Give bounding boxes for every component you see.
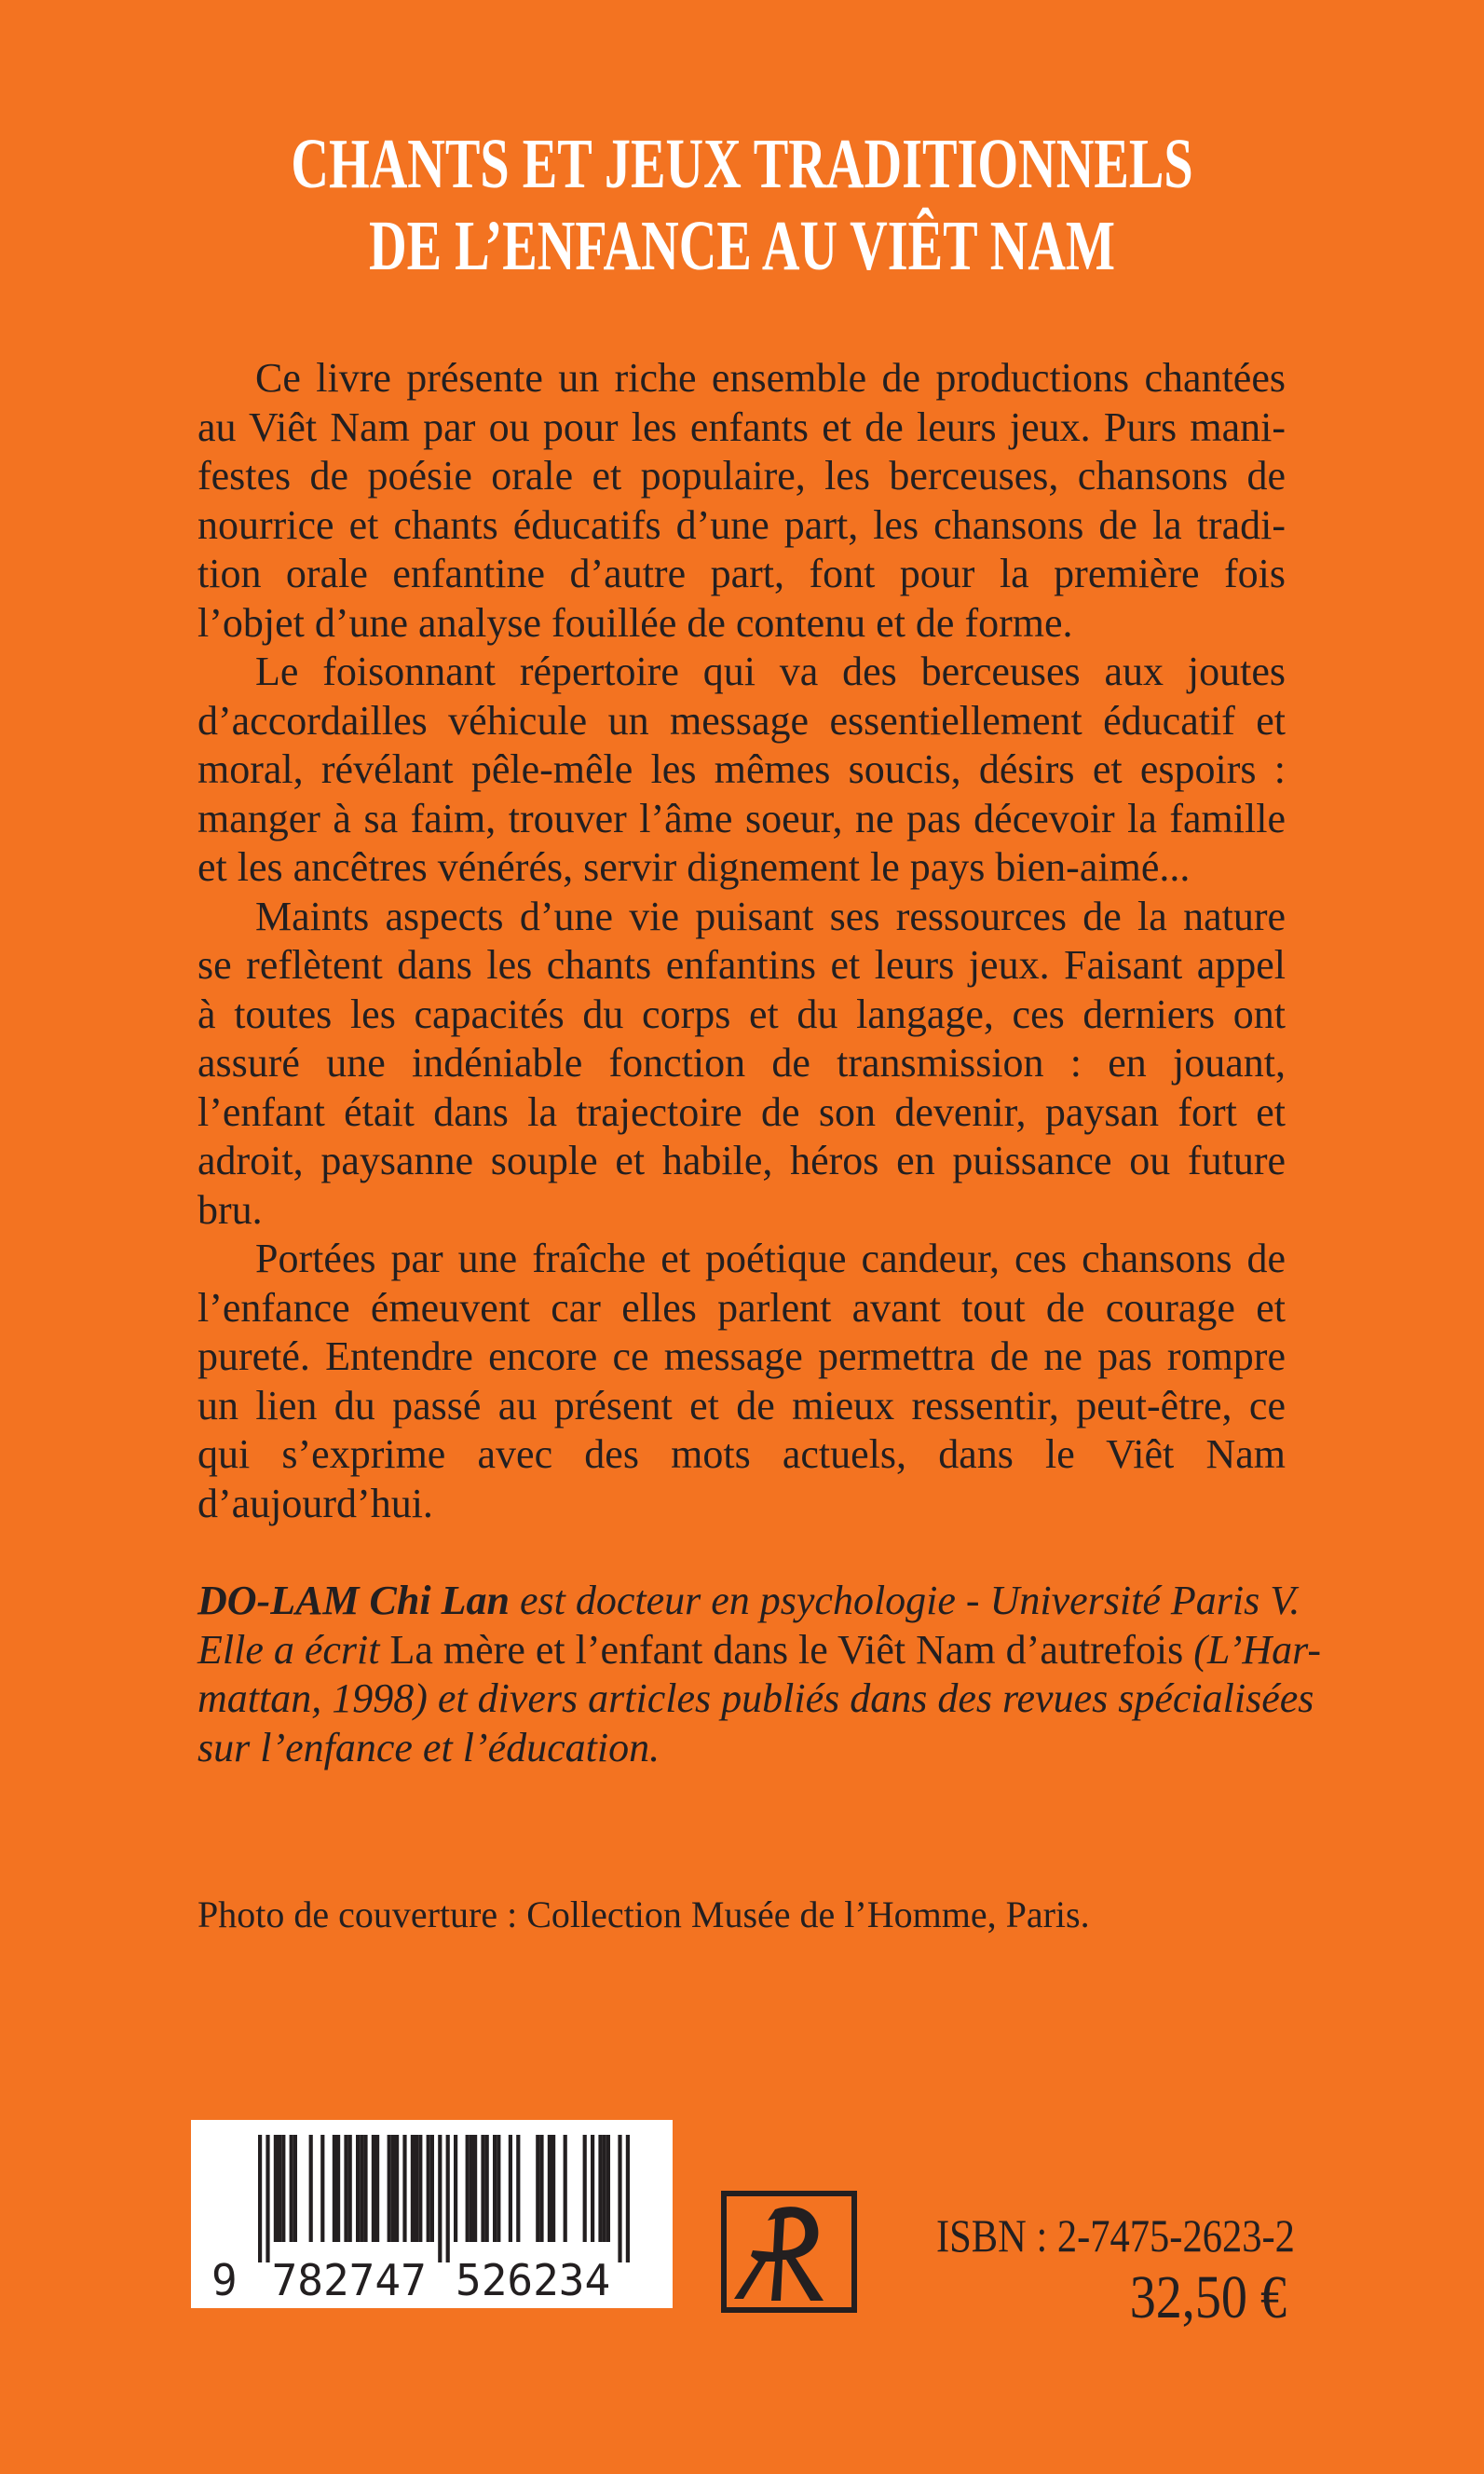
- paragraph-line: Ce livre présente un riche ensemble de productions chantées: [255, 355, 1286, 401]
- paragraph-line: l’enfant était dans la trajectoire de son devenir, paysan fort et: [197, 1088, 1286, 1135]
- paragraph-line: à toutes les capacités du corps et du langage, ces derniers ont: [197, 991, 1286, 1037]
- barcode-digits: 9: [211, 2255, 238, 2305]
- paragraph-line: moral, révélant pêle-mêle les mêmes soucis, désirs et espoirs :: [197, 746, 1286, 792]
- paragraph-line: adroit, paysanne souple et habile, héros en puissance ou future: [197, 1138, 1286, 1183]
- paragraph-line: assuré une indéniable fonction de transmission : en jouant,: [197, 1040, 1286, 1086]
- author-bio-text: mattan, 1998) et divers articles publiés dans des revues spécialisées: [197, 1675, 1314, 1721]
- barcode-bar: [564, 2135, 567, 2242]
- isbn: ISBN : 2-7475-2623-2: [936, 2209, 1295, 2262]
- paragraph-line: l’objet d’une analyse fouillée de contenu et de forme.: [197, 599, 1073, 646]
- paragraph-line: d’accordailles véhicule un message essentiellement éducatif et: [197, 697, 1286, 744]
- barcode-bar: [516, 2135, 520, 2242]
- barcode-bar: [395, 2135, 399, 2242]
- barcode-bar: [290, 2135, 293, 2242]
- paragraph-line: nourrice et chants éducatifs d’une part, les chansons de la tradi-: [197, 501, 1286, 548]
- barcode-bars: [191, 2120, 673, 2308]
- barcode-digits: 782747: [271, 2255, 427, 2305]
- barcode-bar: [411, 2135, 415, 2242]
- paragraph-line: Le foisonnant répertoire qui va des berceuses aux joutes: [255, 649, 1286, 694]
- barcode-bar: [626, 2135, 630, 2262]
- barcode-bar: [356, 2135, 360, 2242]
- barcode-bar: [402, 2135, 406, 2242]
- paragraph-line: et les ancêtres vénérés, servir dignement le pays bien-aimé...: [197, 844, 1191, 890]
- barcode-bar: [470, 2135, 473, 2242]
- paragraph-line: manger à sa faim, trouver l’âme soeur, ne pas décevoir la famille: [197, 795, 1286, 841]
- paragraph-line: un lien du passé au présent et de mieux ressentir, peut-être, ce: [197, 1382, 1286, 1428]
- barcode-bar: [485, 2135, 489, 2242]
- barcode-bar: [473, 2135, 477, 2242]
- author-bio-text: sur l’enfance et l’éducation.: [197, 1724, 660, 1770]
- barcode-bar: [309, 2135, 313, 2242]
- paragraph-line: tion orale enfantine d’autre part, font pour la première fois: [197, 551, 1286, 596]
- barcode-bar: [481, 2135, 484, 2242]
- title-line-1: CHANTS ET JEUX TRADITIONNELS: [291, 125, 1193, 203]
- barcode-bar: [603, 2135, 606, 2242]
- barcode-bar: [348, 2135, 352, 2242]
- barcode-bar: [591, 2135, 594, 2242]
- author-bio-text: Elle a écrit: [197, 1626, 390, 1673]
- barcode-bar: [281, 2135, 285, 2242]
- barcode-bar: [418, 2135, 422, 2242]
- barcode-bar: [598, 2135, 602, 2242]
- blurb: [197, 354, 1286, 1528]
- photo-credit: Photo de couverture : Collection Musée de l’Homme, Paris.: [197, 1893, 1090, 1935]
- paragraph-line: Portées par une fraîche et poétique candeur, ces chansons de: [255, 1236, 1286, 1281]
- barcode-bar: [509, 2135, 512, 2242]
- book-title: [0, 123, 1484, 287]
- paragraph-line: d’aujourd’hui.: [197, 1480, 433, 1526]
- barcode-bar: [336, 2135, 340, 2242]
- barcode-bar: [333, 2135, 336, 2242]
- barcode-bar: [363, 2135, 367, 2242]
- barcode-bar: [360, 2135, 363, 2242]
- barcode-bar: [388, 2135, 391, 2242]
- paragraph-line: l’enfance émeuvent car elles parlent avant tout de courage et: [197, 1284, 1286, 1331]
- barcode-bar: [551, 2135, 555, 2242]
- barcode-bar: [493, 2135, 497, 2242]
- barcode-bar: [438, 2135, 442, 2262]
- publisher-logo: [721, 2191, 857, 2313]
- author-bio-text: est docteur en psychologie - Université Paris V.: [509, 1578, 1300, 1623]
- paragraph-line: Maints aspects d’une vie puisant ses ressources de la nature: [255, 893, 1286, 939]
- paragraph-line: festes de poésie orale et populaire, les berceuses, chansons de: [197, 453, 1286, 499]
- author-name: DO-LAM Chi Lan: [197, 1578, 510, 1623]
- barcode-bar: [454, 2135, 457, 2242]
- barcode: [191, 2120, 673, 2308]
- barcode-bar: [497, 2135, 500, 2242]
- publisher-logo-icon: [721, 2191, 857, 2313]
- barcode-bar: [293, 2135, 297, 2242]
- barcode-bar: [466, 2135, 470, 2242]
- title-line-2: DE L’ENFANCE AU VIÊT NAM: [368, 207, 1116, 285]
- previous-book-title: La mère et l’enfant dans le Viêt Nam d’autrefois: [389, 1626, 1184, 1673]
- barcode-bar: [583, 2135, 587, 2242]
- paragraph-line: bru.: [197, 1186, 263, 1233]
- barcode-bar: [548, 2135, 551, 2242]
- paragraph-line: au Viêt Nam par ou pour les enfants et de leurs jeux. Purs mani-: [197, 403, 1286, 450]
- author-bio: [197, 1577, 1322, 1772]
- barcode-bar: [344, 2135, 347, 2242]
- barcode-bar: [606, 2135, 610, 2242]
- author-bio-text: (L’Har-: [1183, 1626, 1322, 1673]
- barcode-bar: [372, 2135, 375, 2242]
- barcode-bar: [258, 2135, 262, 2262]
- paragraph-line: qui s’exprime avec des mots actuels, dans le Viêt Nam: [197, 1431, 1286, 1477]
- price: 32,50 €: [1129, 2263, 1287, 2331]
- barcode-digits: 526234: [456, 2255, 611, 2305]
- barcode-bar: [427, 2135, 430, 2242]
- barcode-bar: [274, 2135, 278, 2242]
- barcode-bar: [539, 2135, 543, 2242]
- barcode-bar: [618, 2135, 621, 2262]
- barcode-bar: [278, 2135, 281, 2242]
- barcode-bar: [430, 2135, 434, 2242]
- barcode-bar: [391, 2135, 395, 2242]
- barcode-bar: [320, 2135, 324, 2242]
- paragraph-line: se reflètent dans les chants enfantins et leurs jeux. Faisant appel: [197, 942, 1286, 988]
- barcode-bar: [415, 2135, 418, 2242]
- paragraph-line: pureté. Entendre encore ce message permettra de ne pas rompre: [197, 1333, 1286, 1379]
- barcode-bar: [536, 2135, 539, 2242]
- barcode-bar: [265, 2135, 269, 2262]
- barcode-bar: [446, 2135, 450, 2262]
- barcode-bar: [375, 2135, 379, 2242]
